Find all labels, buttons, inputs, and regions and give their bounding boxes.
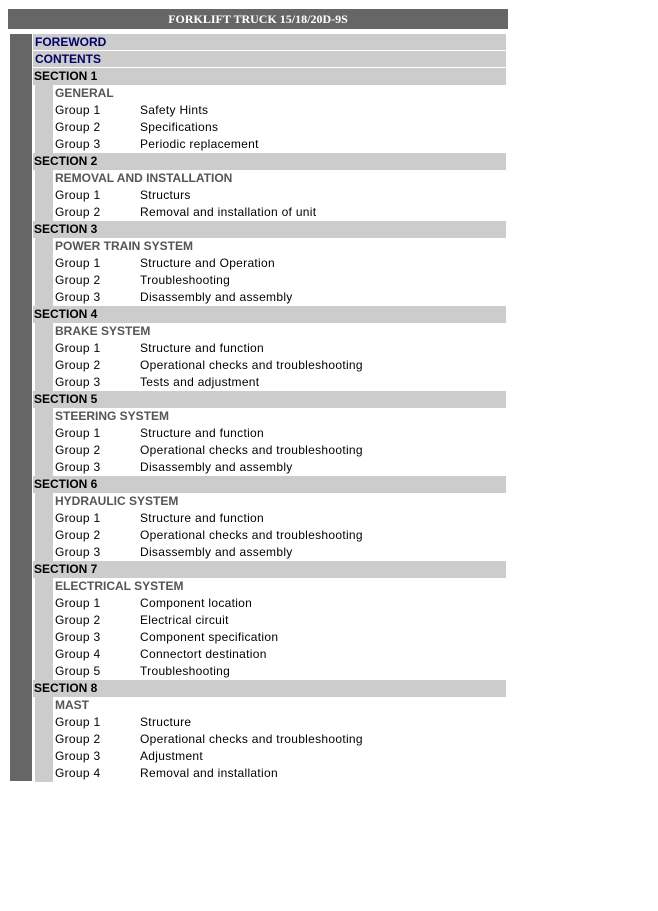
section-8-body (33, 697, 506, 782)
section-1-body (33, 85, 506, 153)
group-label: Group 1 (55, 715, 101, 729)
group-label: Group 3 (55, 749, 101, 763)
group-entry[interactable] (55, 765, 506, 782)
section-2-title[interactable]: REMOVAL AND INSTALLATION (55, 171, 233, 185)
group-title-link[interactable]: Structurs (140, 188, 191, 202)
group-entry[interactable] (55, 510, 506, 527)
group-entry[interactable] (55, 663, 506, 680)
section-8-title[interactable]: MAST (55, 698, 89, 712)
group-entry[interactable] (55, 527, 506, 544)
section-indent-bar (35, 238, 53, 306)
group-label: Group 3 (55, 290, 101, 304)
group-entry[interactable] (55, 442, 506, 459)
group-entry[interactable] (55, 646, 506, 663)
group-entry[interactable] (55, 357, 506, 374)
group-label: Group 2 (55, 205, 101, 219)
group-label: Group 3 (55, 375, 101, 389)
group-title-link[interactable]: Structure (140, 715, 192, 729)
section-indent-bar (35, 323, 53, 391)
group-entry[interactable] (55, 612, 506, 629)
group-title-link[interactable]: Disassembly and assembly (140, 545, 293, 559)
section-4-body (33, 323, 506, 391)
group-entry[interactable] (55, 731, 506, 748)
group-entry[interactable] (55, 136, 506, 153)
foreword-link[interactable]: FOREWORD (33, 34, 506, 51)
section-6-body (33, 493, 506, 561)
group-title-link[interactable]: Structure and function (140, 511, 265, 525)
section-indent-bar (35, 85, 53, 153)
group-label: Group 3 (55, 630, 101, 644)
group-entry[interactable] (55, 187, 506, 204)
group-entry[interactable] (55, 629, 506, 646)
group-title-link[interactable]: Component specification (140, 630, 279, 644)
group-label: Group 3 (55, 460, 101, 474)
section-5-header[interactable]: SECTION 5 (33, 391, 506, 408)
group-label: Group 1 (55, 426, 101, 440)
group-title-link[interactable]: Disassembly and assembly (140, 460, 293, 474)
section-indent-bar (35, 493, 53, 561)
group-entry[interactable] (55, 374, 506, 391)
group-label: Group 2 (55, 273, 101, 287)
left-margin-bar (10, 34, 32, 781)
group-title-link[interactable]: Electrical circuit (140, 613, 229, 627)
group-label: Group 4 (55, 766, 101, 780)
group-title-link[interactable]: Structure and function (140, 341, 265, 355)
section-indent-bar (35, 170, 53, 221)
group-label: Group 2 (55, 613, 101, 627)
group-title-link[interactable]: Troubleshooting (140, 664, 231, 678)
group-label: Group 1 (55, 511, 101, 525)
group-title-link[interactable]: Operational checks and troubleshooting (140, 732, 363, 746)
section-4-header[interactable]: SECTION 4 (33, 306, 506, 323)
group-label: Group 1 (55, 256, 101, 270)
group-title-link[interactable]: Disassembly and assembly (140, 290, 293, 304)
section-6-header[interactable]: SECTION 6 (33, 476, 506, 493)
group-title-link[interactable]: Specifications (140, 120, 219, 134)
group-entry[interactable] (55, 714, 506, 731)
section-3-title[interactable]: POWER TRAIN SYSTEM (55, 239, 194, 253)
section-1-header[interactable]: SECTION 1 (33, 68, 506, 85)
section-1-title[interactable]: GENERAL (55, 86, 114, 100)
group-label: Group 5 (55, 664, 101, 678)
group-entry[interactable] (55, 425, 506, 442)
section-3-header[interactable]: SECTION 3 (33, 221, 506, 238)
group-entry[interactable] (55, 119, 506, 136)
section-7-title[interactable]: ELECTRICAL SYSTEM (55, 579, 184, 593)
group-title-link[interactable]: Operational checks and troubleshooting (140, 443, 363, 457)
group-entry[interactable] (55, 340, 506, 357)
group-title-link[interactable]: Operational checks and troubleshooting (140, 358, 363, 372)
group-entry[interactable] (55, 595, 506, 612)
section-2-body (33, 170, 506, 221)
group-label: Group 1 (55, 103, 101, 117)
group-title-link[interactable]: Removal and installation of unit (140, 205, 317, 219)
group-entry[interactable] (55, 748, 506, 765)
group-label: Group 2 (55, 358, 101, 372)
group-entry[interactable] (55, 204, 506, 221)
section-2-header[interactable]: SECTION 2 (33, 153, 506, 170)
section-6-title[interactable]: HYDRAULIC SYSTEM (55, 494, 179, 508)
group-title-link[interactable]: Adjustment (140, 749, 204, 763)
group-label: Group 1 (55, 596, 101, 610)
group-title-link[interactable]: Troubleshooting (140, 273, 231, 287)
group-label: Group 2 (55, 120, 101, 134)
group-label: Group 1 (55, 341, 101, 355)
contents-link[interactable]: CONTENTS (33, 51, 506, 68)
group-label: Group 1 (55, 188, 101, 202)
section-8-header[interactable]: SECTION 8 (33, 680, 506, 697)
group-title-link[interactable]: Operational checks and troubleshooting (140, 528, 363, 542)
section-indent-bar (35, 578, 53, 680)
section-7-header[interactable]: SECTION 7 (33, 561, 506, 578)
document-title: FORKLIFT TRUCK 15/18/20D-9S (8, 9, 508, 29)
section-indent-bar (35, 408, 53, 476)
group-title-link[interactable]: Connectort destination (140, 647, 267, 661)
group-title-link[interactable]: Removal and installation (140, 766, 278, 780)
group-label: Group 2 (55, 528, 101, 542)
section-3-body (33, 238, 506, 306)
group-entry[interactable] (55, 102, 506, 119)
group-entry[interactable] (55, 544, 506, 561)
group-label: Group 2 (55, 732, 101, 746)
section-5-body (33, 408, 506, 476)
section-4-title[interactable]: BRAKE SYSTEM (55, 324, 151, 338)
group-label: Group 2 (55, 443, 101, 457)
section-list (33, 68, 506, 782)
group-entry[interactable] (55, 272, 506, 289)
section-5-title[interactable]: STEERING SYSTEM (55, 409, 170, 423)
group-title-link[interactable]: Component location (140, 596, 253, 610)
group-title-link[interactable]: Tests and adjustment (140, 375, 260, 389)
group-title-link[interactable]: Structure and function (140, 426, 265, 440)
group-label: Group 3 (55, 545, 101, 559)
section-indent-bar (35, 697, 53, 782)
table-of-contents (33, 34, 506, 782)
group-entry[interactable] (55, 289, 506, 306)
group-title-link[interactable]: Safety Hints (140, 103, 209, 117)
group-title-link[interactable]: Structure and Operation (140, 256, 275, 270)
group-entry[interactable] (55, 459, 506, 476)
group-title-link[interactable]: Periodic replacement (140, 137, 259, 151)
group-entry[interactable] (55, 255, 506, 272)
group-label: Group 4 (55, 647, 101, 661)
section-7-body (33, 578, 506, 680)
group-label: Group 3 (55, 137, 101, 151)
